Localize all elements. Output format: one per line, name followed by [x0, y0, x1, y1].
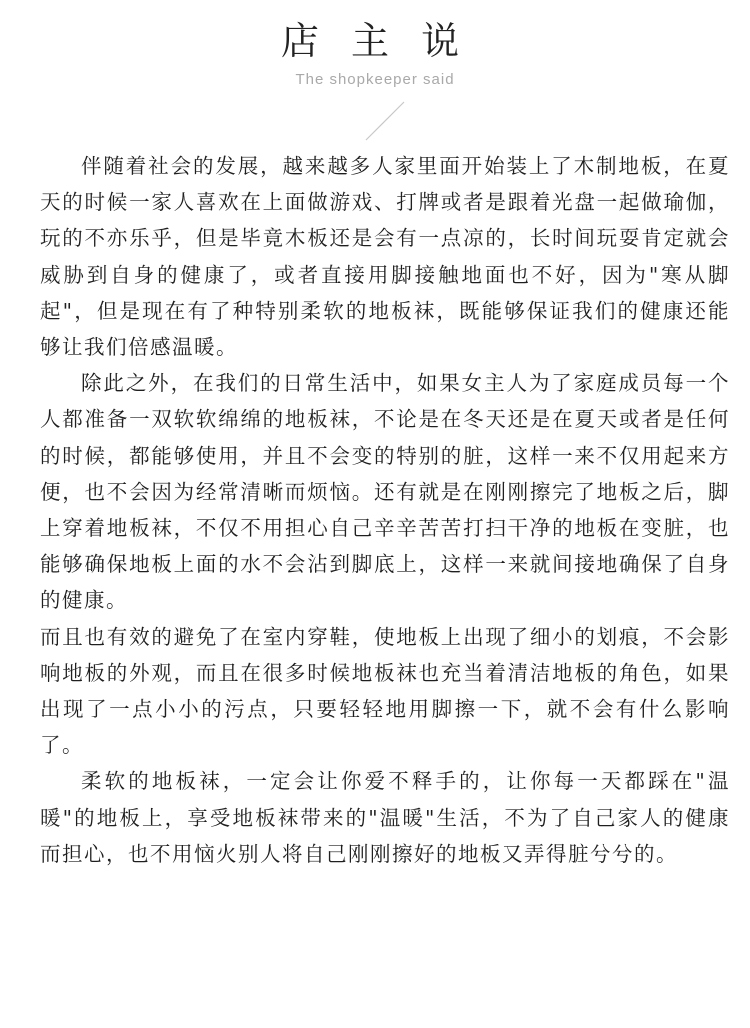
page-subtitle: The shopkeeper said — [295, 71, 455, 88]
article-body — [40, 148, 730, 872]
article-paragraph-4: 柔软的地板袜，一定会让你爱不释手的，让你每一天都踩在"温暖"的地板上，享受地板袜带来的"温暖"生活，不为了自己家人的健康而担心，也不用恼火别人将自己刚刚擦好的地板又弄得脏兮兮的。 — [40, 769, 730, 866]
diagonal-divider — [360, 100, 410, 142]
article-paragraph-3: 而且也有效的避免了在室内穿鞋，使地板上出现了细小的划痕，不会影响地板的外观，而且在很多时候地板袜也充当着清洁地板的角色，如果出现了一点小小的污点，只要轻轻地用脚擦一下，就不会有什么影响了。 — [40, 624, 730, 758]
page-title: 店 主 说 — [280, 19, 470, 63]
article-paragraph-2: 除此之外，在我们的日常生活中，如果女主人为了家庭成员每一个人都准备一双软软绵绵的地板袜，不论是在冬天还是在夏天或者是任何的时候，都能够使用，并且不会变的特别的脏，这样一来不仅用起来方便，也不会因为经常清晰而烦恼。还有就是在刚刚擦完了地板之后，脚上穿着地板袜，不仅不用担心自己辛辛苦苦打扫干净的地板在变脏，也能够确保地板上面的水不会沾到脚底上，这样一来就间接地确保了自身的健康。 — [40, 371, 730, 613]
article-paragraph-1: 伴随着社会的发展，越来越多人家里面开始装上了木制地板，在夏天的时候一家人喜欢在上面做游戏、打牌或者是跟着光盘一起做瑜伽，玩的不亦乐乎，但是毕竟木板还是会有一点凉的，长时间玩耍肯定就会威胁到自身的健康了，或者直接用脚接触地面也不好，因为"寒从脚起"，但是现在有了种特别柔软的地板袜，既能够保证我们的健康还能够让我们倍感温暖。 — [40, 154, 730, 360]
